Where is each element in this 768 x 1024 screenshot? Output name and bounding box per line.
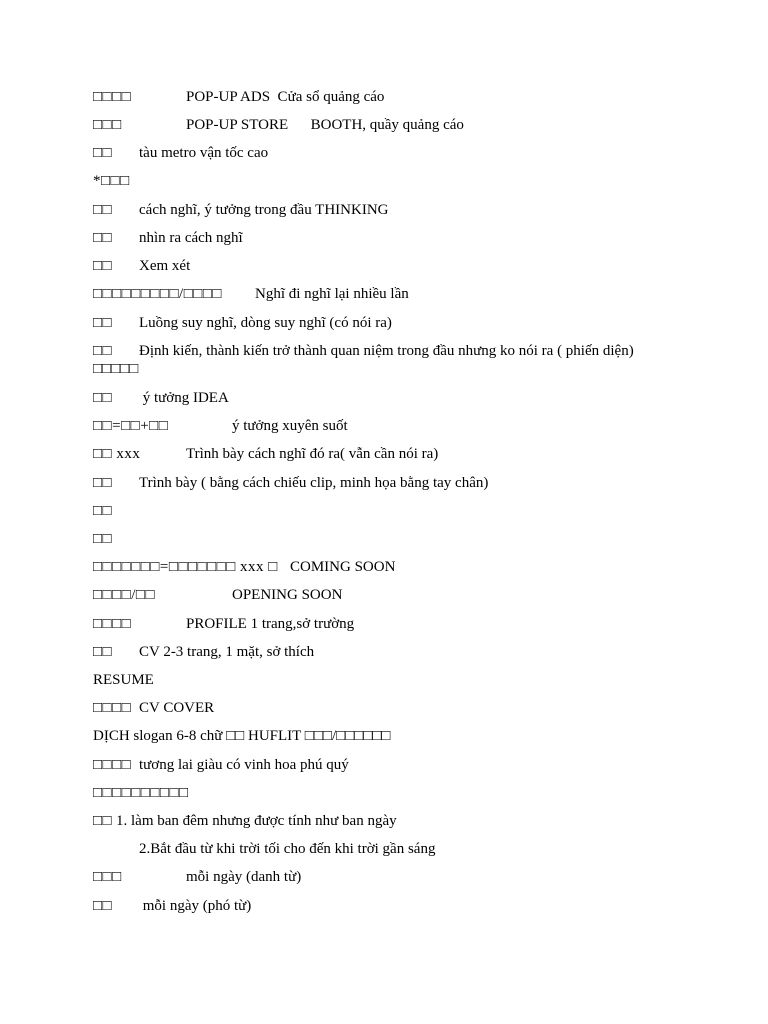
definition-text: Định kiến, thành kiến trở thành quan niệm trong đầu nhưng ko nói ra ( phiến diện) □□□□□: [93, 343, 634, 377]
definition-text: 1. làm ban đêm nhưng được tính như ban ngày: [116, 813, 397, 829]
definition-text: Nghĩ đi nghĩ lại nhiều lần: [255, 286, 409, 302]
definition-text: COMING SOON: [290, 559, 396, 575]
section-heading: *□□□: [93, 173, 130, 189]
term-text: □□□: [93, 869, 122, 885]
definition-text: OPENING SOON: [232, 587, 343, 603]
term-text: □□□□: [93, 616, 132, 632]
definition-text: tàu metro vận tốc cao: [139, 145, 269, 161]
term-text: □□: [93, 343, 113, 359]
term-text: □□: [93, 531, 113, 547]
definition-text: mỗi ngày (phó từ): [139, 898, 252, 914]
definition-text: mỗi ngày (danh từ): [186, 869, 302, 885]
section-heading: □□□□□□□□□□: [93, 785, 189, 801]
term-text: □□: [93, 315, 113, 331]
term-text: □□: [93, 813, 113, 829]
definition-text: PROFILE 1 trang,sở trường: [186, 616, 355, 632]
term-text: □□: [93, 898, 113, 914]
definition-text: POP-UP ADS Cửa sổ quảng cáo: [186, 89, 385, 105]
definition-text: CV COVER: [139, 700, 215, 716]
definition-text: ý tưởng IDEA: [139, 390, 229, 406]
definition-text: nhìn ra cách nghĩ: [139, 230, 243, 246]
definition-text: Trình bày cách nghĩ đó ra( vẫn cần nói ra): [186, 446, 439, 462]
term-text: □□=□□+□□: [93, 418, 169, 434]
term-text: □□: [93, 503, 113, 519]
definition-text: Luồng suy nghĩ, dòng suy nghĩ (có nói ra): [139, 315, 392, 331]
term-text: □□ xxx: [93, 446, 141, 462]
definition-text: 2.Bắt đầu từ khi trời tối cho đến khi trời gần sáng: [139, 841, 436, 857]
definition-text: tương lai giàu có vinh hoa phú quý: [139, 757, 349, 773]
term-text: □□: [93, 202, 113, 218]
term-text: □□: [93, 258, 113, 274]
term-text: □□: [93, 644, 113, 660]
term-text: □□: [93, 230, 113, 246]
definition-text: cách nghĩ, ý tưởng trong đầu THINKING: [139, 202, 389, 218]
term-text: □□□□□□□□□/□□□□: [93, 286, 222, 302]
term-text: □□□□: [93, 89, 132, 105]
definition-text: Trình bày ( bằng cách chiếu clip, minh họa bằng tay chân): [139, 475, 489, 491]
term-text: □□: [93, 390, 113, 406]
definition-text: DỊCH slogan 6-8 chữ □□ HUFLIT □□□/□□□□□□: [93, 728, 391, 744]
term-text: □□□□: [93, 757, 132, 773]
term-text: □□□□/□□: [93, 587, 156, 603]
term-text: □□□□□□□=□□□□□□□ xxx □: [93, 559, 278, 575]
term-text: □□: [93, 475, 113, 491]
definition-text: CV 2-3 trang, 1 mặt, sở thích: [139, 644, 315, 660]
term-text: □□□□: [93, 700, 132, 716]
definition-text: RESUME: [93, 672, 154, 688]
term-text: □□: [93, 145, 113, 161]
definition-text: ý tưởng xuyên suốt: [232, 418, 348, 434]
definition-text: POP-UP STORE BOOTH, quầy quảng cáo: [186, 117, 464, 133]
term-text: □□□: [93, 117, 122, 133]
definition-text: Xem xét: [139, 258, 191, 274]
